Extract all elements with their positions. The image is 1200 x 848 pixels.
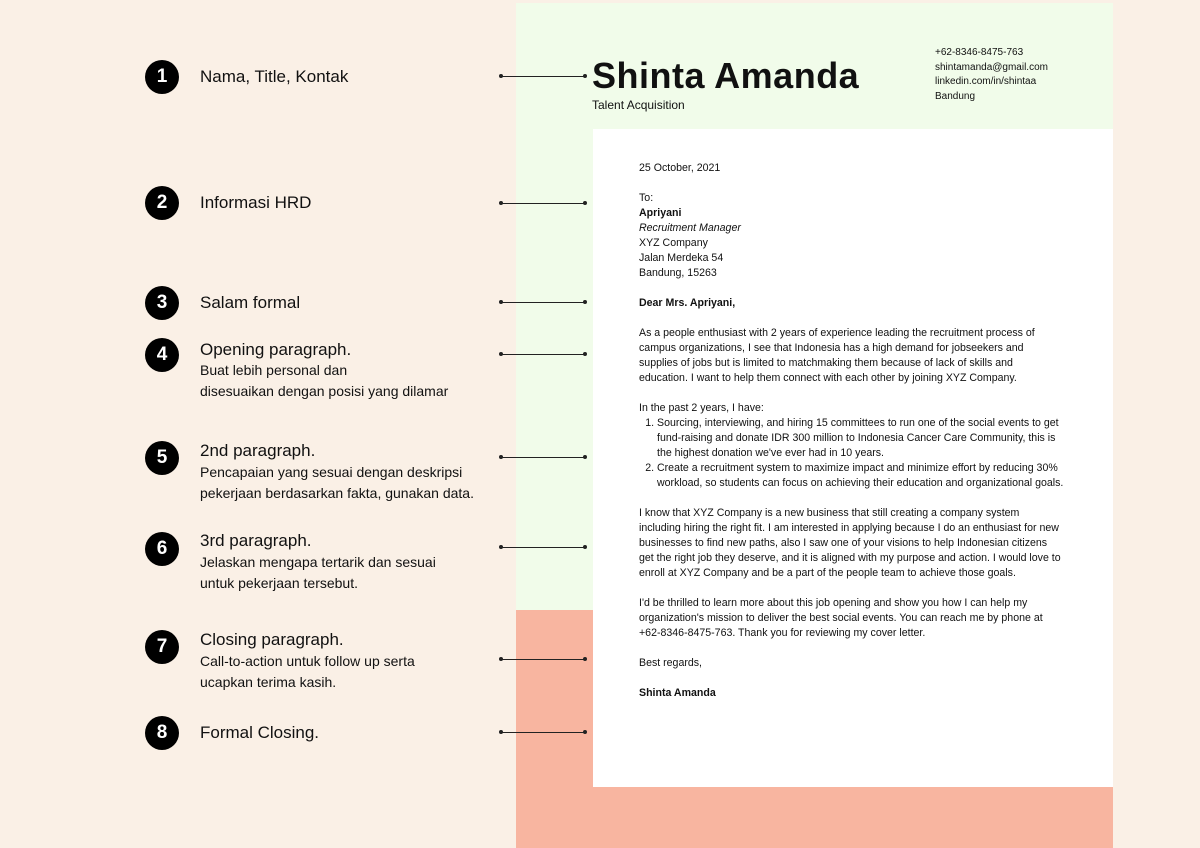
recipient-title: Recruitment Manager [639,222,741,234]
contact-city: Bandung [935,90,976,102]
closing-paragraph: I'd be thrilled to learn more about this job opening and show you how I can help my organization's mission to deliver the best social events. You can reach me by phone at +62-8346-8475-763. Thank you for reviewing my cover letter. [639,597,1043,639]
achievement-item: 1. Sourcing, interviewing, and hiring 15 committees to run one of the social events to get fund-raising and donate IDR 300 million to Indonesia Cancer Care Community, this is the highest donation we've ever had in 10 years. [657,416,1064,461]
connector-line-6 [499,543,587,551]
annotation-desc-line-2: pekerjaan berdasarkan fakta, gunakan data. [200,485,474,501]
connector-line-3 [499,298,587,306]
connector-line-5 [499,453,587,461]
annotation-number-badge: 6 [145,532,179,566]
annotation-desc-line-1: Jelaskan mengapa tertarik dan sesuai [200,554,436,570]
annotation-number-badge: 2 [145,186,179,220]
annotation-title: Informasi HRD [200,193,312,212]
annotation-title: Opening paragraph. [200,340,352,359]
annotation-number-badge: 1 [145,60,179,94]
annotation-desc-line-2: disesuaikan dengan posisi yang dilamar [200,383,449,399]
recipient-company: XYZ Company [639,237,708,249]
contact-linkedin: linkedin.com/in/shintaa [935,76,1037,87]
annotation-number-badge: 3 [145,286,179,320]
opening-paragraph: As a people enthusiast with 2 years of experience leading the recruitment process of campus organizations, I see that Indonesia has a high demand for jobseekers and supplies of jobs but is limited to matchmaking them because of lack of skills and education. I want to help them connect with each other by joining XYZ Company. [639,327,1035,384]
annotation-desc-line-1: Call-to-action untuk follow up serta [200,653,415,669]
contact-email: shintamanda@gmail.com [935,61,1048,73]
annotation-title: Nama, Title, Kontak [200,67,349,86]
connector-line-8 [499,728,587,736]
applicant-name: Shinta Amanda [592,55,860,96]
connector-line-1 [499,72,587,80]
annotation-number-badge: 5 [145,441,179,475]
connector-line-7 [499,655,587,663]
annotation-number-badge: 7 [145,630,179,664]
annotation-desc-line-1: Pencapaian yang sesuai dengan deskripsi [200,464,463,480]
recipient-city: Bandung, 15263 [639,267,717,279]
second-paragraph-intro: In the past 2 years, I have: [639,402,764,414]
salutation: Dear Mrs. Apriyani, [639,297,736,309]
annotation-desc-line-2: untuk pekerjaan tersebut. [200,575,358,591]
annotation-desc-line-2: ucapkan terima kasih. [200,674,337,690]
annotation-desc-line-1: Buat lebih personal dan [200,362,348,378]
to-label: To: [639,192,654,204]
connector-line-2 [499,199,587,207]
annotation-title: Closing paragraph. [200,630,344,649]
annotation-title: 3rd paragraph. [200,531,312,550]
contact-block [935,46,1048,104]
third-paragraph: I know that XYZ Company is a new business that still creating a company system including hiring the right fit. I am interested in applying because I do an enthusiast for new businesses to find new paths, also I saw one of your visions to help Indonesian citizens get the right job they deserve, and it is aligned with my purpose and action. I would love to enroll at XYZ Company and be a part of the people team to achieve those goals. [639,507,1061,579]
signature: Shinta Amanda [639,687,716,699]
recipient-name: Apriyani [639,207,682,219]
recipient-street: Jalan Merdeka 54 [639,252,724,264]
annotation-title: Salam formal [200,293,301,312]
letter-body [639,161,1064,701]
annotation-title: 2nd paragraph. [200,441,316,460]
annotation-title: Formal Closing. [200,723,320,742]
applicant-title: Talent Acquisition [592,98,685,112]
letter-date: 25 October, 2021 [639,162,721,174]
achievement-list [639,416,1064,491]
sign-off: Best regards, [639,657,703,669]
connector-line-4 [499,350,587,358]
annotation-number-badge: 4 [145,338,179,372]
contact-phone: +62-8346-8475-763 [935,47,1024,58]
annotation-number-badge: 8 [145,716,179,750]
achievement-item: 2. Create a recruitment system to maximize impact and minimize effort by reducing 30% workload, so students can focus on achieving their education and organizational goals. [657,461,1064,491]
